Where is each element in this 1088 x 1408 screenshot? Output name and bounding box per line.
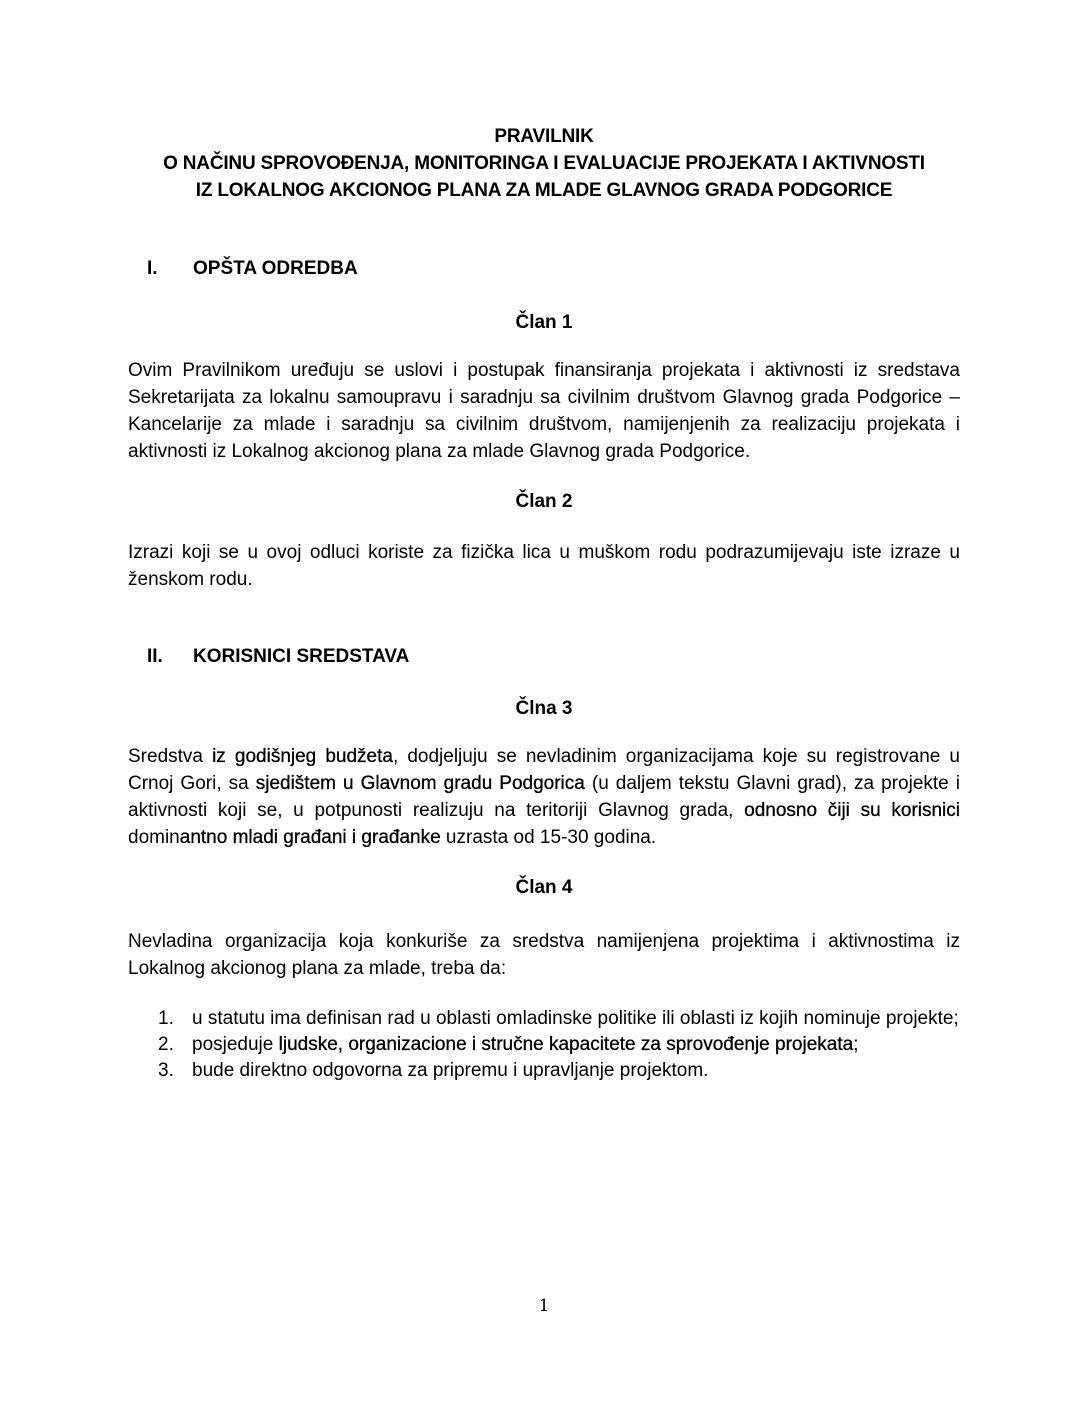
article-heading-4: Član 4 bbox=[515, 877, 573, 898]
article-1-text: Ovim Pravilnikom uređuju se uslovi i postupak finansiranja projekata i aktivnosti iz sredstava Sekretarijata za lokalnu samoupravu i saradnju sa civilnim društvom Glavnog grada Podgorice – Kancelarije za mlade i saradnju sa civilnim društvom, namijenjenih za realizaciju projekata i aktivnosti iz Lokalnog akcionog plana za mlade Glavnog grada Podgorice. bbox=[128, 360, 960, 462]
highlighted-text: odnosno čiji su korisnici bbox=[744, 800, 960, 821]
article-2-text: Izrazi koji se u ovoj odluci koriste za fizička lica u muškom rodu podrazumijevaju iste izraze u ženskom rodu. bbox=[128, 542, 960, 590]
section-heading-2 bbox=[147, 644, 409, 670]
text-run: uzrasta od 15-30 godina. bbox=[440, 827, 657, 848]
list-item bbox=[158, 1006, 960, 1032]
list-item-text: ; bbox=[853, 1034, 859, 1055]
list-item-text: u statutu ima definisan rad u oblasti omladinske politike ili oblasti iz kojih nominuje projekte; bbox=[192, 1008, 959, 1029]
text-run: Sredstva bbox=[128, 746, 213, 767]
highlighted-text: sjedištem u Glavnom gradu Podgorica bbox=[255, 773, 585, 794]
article-heading-1: Član 1 bbox=[515, 312, 573, 333]
article-4-text: Nevladina organizacija koja konkuriše za sredstva namijenjena projektima i aktivnostima iz Lokalnog akcionog plana za mlade, treba da: bbox=[128, 931, 960, 979]
list-item bbox=[158, 1032, 960, 1058]
document-subtitle-line-1: O NAČINU SPROVOĐENJA, MONITORINGA I EVALUACIJE PROJEKATA I AKTIVNOSTI bbox=[163, 153, 925, 174]
section-number: I. bbox=[147, 258, 158, 279]
list-item-number: 1. bbox=[158, 1008, 174, 1029]
page-number: 1 bbox=[538, 1296, 550, 1316]
section-number: II. bbox=[147, 646, 163, 667]
highlighted-text: antno mladi građani i građanke bbox=[179, 827, 441, 848]
highlighted-text: iz godišnjeg budžeta bbox=[212, 746, 393, 767]
text-run: domin bbox=[128, 827, 180, 848]
section-title: OPŠTA ODREDBA bbox=[193, 258, 358, 279]
requirements-list bbox=[158, 1006, 960, 1084]
section-heading-1 bbox=[147, 256, 358, 282]
article-heading-3: Člna 3 bbox=[515, 698, 573, 719]
list-item bbox=[158, 1058, 960, 1084]
document-subtitle-line-2: IZ LOKALNOG AKCIONOG PLANA ZA MLADE GLAVNOG GRADA PODGORICE bbox=[195, 180, 893, 201]
list-item-number: 2. bbox=[158, 1034, 174, 1055]
article-3-text bbox=[128, 743, 960, 851]
text-run: , dodjeljuju se nevladinim organizacijama koje su registrovane u Crnoj Gori, sa bbox=[128, 746, 960, 794]
highlighted-text: ljudske, organizacione i stručne kapacitete za sprovođenje projekata bbox=[278, 1034, 854, 1055]
list-item-text: bude direktno odgovorna za pripremu i upravljanje projektom. bbox=[192, 1060, 709, 1081]
article-heading-2: Član 2 bbox=[515, 491, 573, 512]
section-title: KORISNICI SREDSTAVA bbox=[193, 646, 410, 667]
list-item-text: posjeduje bbox=[192, 1034, 279, 1055]
text-run: (u daljem tekstu Glavni grad), za projekte i aktivnosti koji se, u potpunosti realizuju na teritoriji Glavnog grada, bbox=[128, 773, 960, 821]
list-item-number: 3. bbox=[158, 1060, 174, 1081]
document-title: PRAVILNIK bbox=[494, 126, 594, 147]
